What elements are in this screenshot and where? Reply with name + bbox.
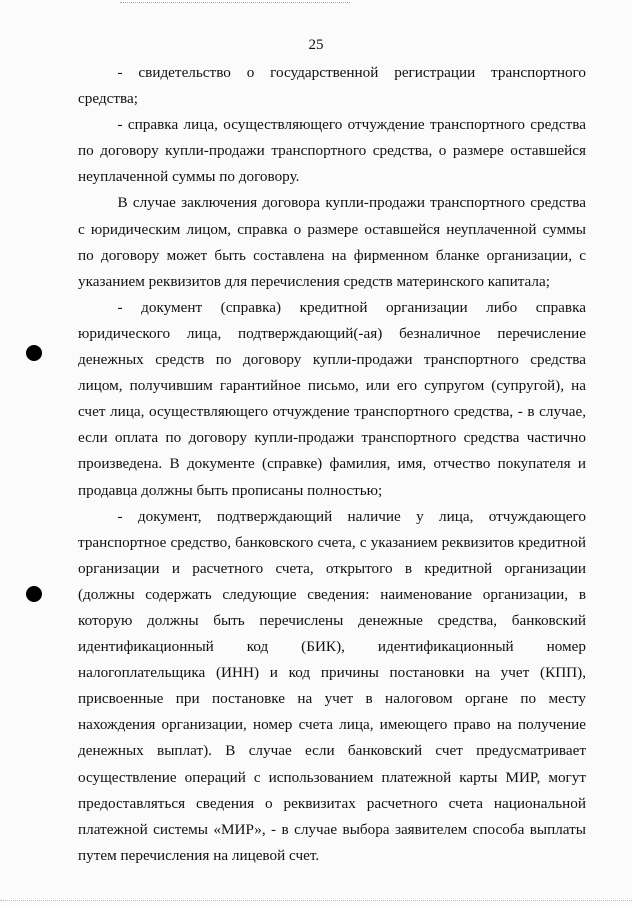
scan-edge-bottom <box>0 900 632 902</box>
page-number: 25 <box>308 37 324 53</box>
paragraph-legal-entity-certificate: В случае заключения договора купли-продажи транспортного средства с юридическим лицом, справка о размере оставшейся неуплаченной суммы по договору может быть составлена на фирменном бланке организации, с указанием реквизитов для перечисления средств материнского капитала; <box>78 194 586 290</box>
paragraph-bank-account-document: - документ, подтверждающий наличие у лица, отчуждающего транспортное средство, банковского счета, с указанием реквизитов кредитной организации и расчетного счета, открытого в кредитной организации (должны содержать следующие сведения: наименование организации, в которую должны быть перечислены денежные средства, банковский идентификационный код (БИК), идентификационный номер налогоплательщика (ИНН) и код причины постановки на учет (КПП), присвоенные при постановке на учет в налоговом органе по месту нахождения организации, номер счета лица, имеющего право на получение денежных выплат). В случае если банковский счет предусматривает осуществление операций с использованием платежной карты МИР, могут предоставляться сведения о реквизитах расчетного счета национальной платежной системы «МИР», - в случае выбора заявителем способа выплаты путем перечисления на лицевой счет. <box>78 507 586 864</box>
document-body <box>78 60 586 869</box>
punch-hole <box>26 345 42 361</box>
scan-edge-top <box>120 2 350 4</box>
punch-hole <box>26 586 42 602</box>
paragraph-seller-certificate: - справка лица, осуществляющего отчуждение транспортного средства по договору купли-продажи транспортного средства, о размере оставшейся неуплаченной суммы по договору. <box>78 116 586 186</box>
paragraph-payment-document: - документ (справка) кредитной организации либо справка юридического лица, подтверждающий(-ая) безналичное перечисление денежных средств по договору купли-продажи транспортного средства лицом, получившим гарантийное письмо, или его супругом (супругой), на счет лица, осуществляющего отчуждение транспортного средства, - в случае, если оплата по договору купли-продажи транспортного средства частично произведена. В документе (справке) фамилия, имя, отчество покупателя и продавца должны быть прописаны полностью; <box>78 298 586 499</box>
paragraph-vehicle-registration: - свидетельство о государственной регистрации транспортного средства; <box>78 64 586 108</box>
